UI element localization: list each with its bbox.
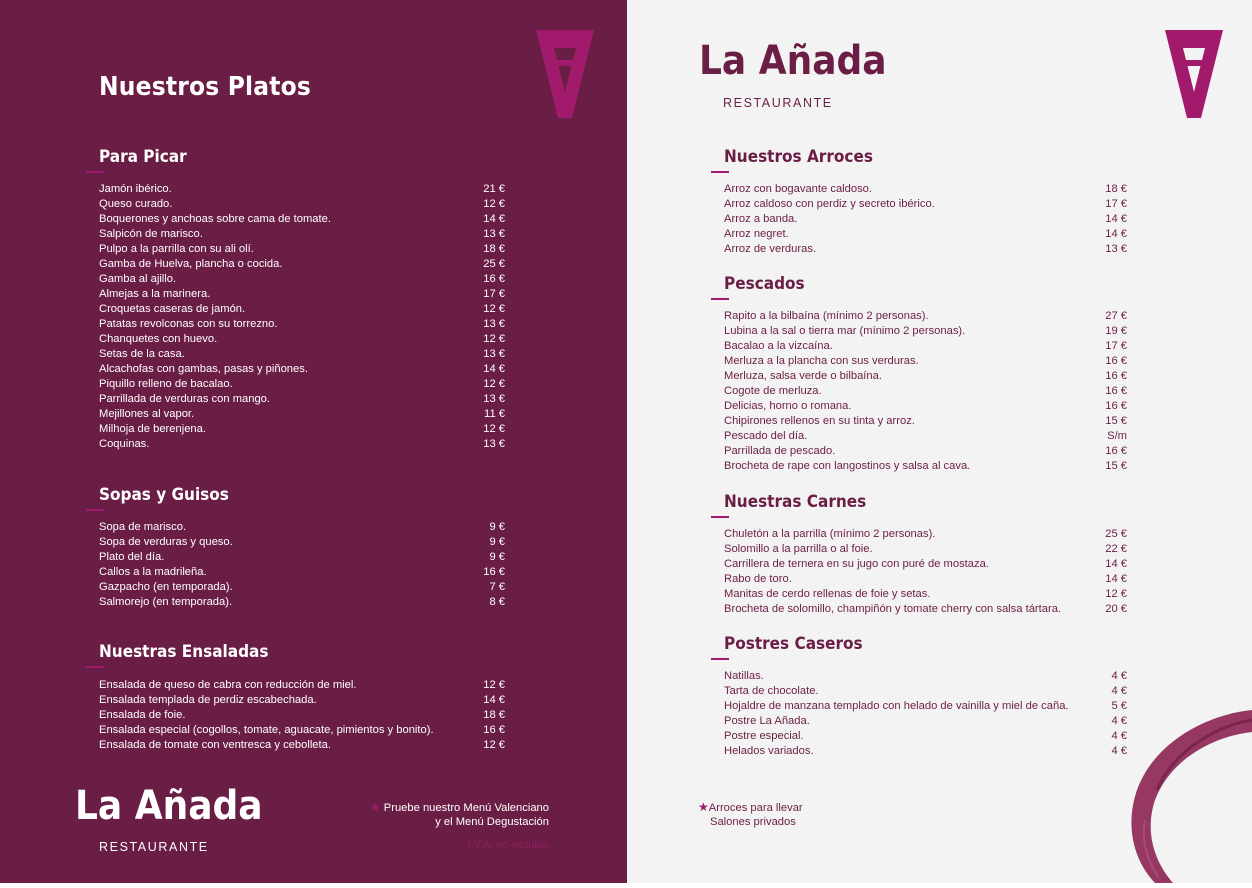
item-price: 13 €: [483, 348, 505, 360]
menu-item: [99, 535, 505, 550]
item-name: Ensalada templada de perdiz escabechada.: [99, 694, 317, 706]
item-price: 4 €: [1111, 685, 1127, 697]
item-name: Postre La Añada.: [724, 715, 810, 727]
menu-item: [724, 339, 1127, 354]
item-price: 13 €: [483, 318, 505, 330]
item-price: 9 €: [489, 521, 505, 533]
menu-item: [99, 520, 505, 535]
item-price: 12 €: [1105, 588, 1127, 600]
item-price: 20 €: [1105, 603, 1127, 615]
item-price: 19 €: [1105, 325, 1127, 337]
item-name: Brocheta de rape con langostinos y salsa al cava.: [724, 460, 971, 472]
item-price: 14 €: [483, 363, 505, 375]
section-title: Nuestras Ensaladas: [99, 642, 268, 662]
item-name: Mejillones al vapor.: [99, 408, 195, 420]
menu-item: [724, 227, 1127, 242]
item-price: 18 €: [483, 243, 505, 255]
item-name: Arroz a banda.: [724, 213, 798, 225]
item-price: 18 €: [483, 709, 505, 721]
section-list: [724, 182, 1127, 257]
item-price: 25 €: [1105, 528, 1127, 540]
menu-item: [99, 723, 505, 738]
menu-item: [99, 565, 505, 580]
item-name: Plato del día.: [99, 551, 165, 563]
menu-item: [99, 212, 505, 227]
menu-item: [99, 708, 505, 723]
item-price: 7 €: [489, 581, 505, 593]
section-list: [99, 520, 505, 610]
menu-item: [99, 550, 505, 565]
item-name: Arroz con bogavante caldoso.: [724, 183, 873, 195]
item-price: 4 €: [1111, 715, 1127, 727]
section-list: [724, 527, 1127, 617]
item-name: Ensalada especial (cogollos, tomate, aguacate, pimientos y bonito).: [99, 724, 434, 736]
menu-item: [99, 272, 505, 287]
item-price: 8 €: [489, 596, 505, 608]
item-name: Arroz caldoso con perdiz y secreto ibérico.: [724, 198, 935, 210]
item-price: 18 €: [1105, 183, 1127, 195]
item-price: 16 €: [1105, 355, 1127, 367]
menu-item: [724, 309, 1127, 324]
menu-item: [99, 197, 505, 212]
brand-name: La Añada: [75, 783, 263, 829]
section-title: Pescados: [724, 274, 805, 294]
item-name: Parrillada de verduras con mango.: [99, 393, 271, 405]
menu-item: [99, 317, 505, 332]
item-name: Callos a la madrileña.: [99, 566, 207, 578]
item-price: 17 €: [1105, 340, 1127, 352]
section-title: Nuestros Arroces: [724, 147, 873, 167]
item-price: 14 €: [1105, 558, 1127, 570]
item-name: Pescado del día.: [724, 430, 808, 442]
menu-item: [724, 414, 1127, 429]
item-price: 21 €: [483, 183, 505, 195]
item-name: Chuletón a la parrilla (mínimo 2 personas).: [724, 528, 936, 540]
item-name: Queso curado.: [99, 198, 173, 210]
item-name: Jamón ibérico.: [99, 183, 172, 195]
menu-item: [724, 602, 1127, 617]
menu-item: [99, 257, 505, 272]
item-price: 14 €: [483, 213, 505, 225]
item-name: Tarta de chocolate.: [724, 685, 819, 697]
item-price: 22 €: [1105, 543, 1127, 555]
menu-item: [724, 729, 1127, 744]
item-name: Gazpacho (en temporada).: [99, 581, 233, 593]
a-logo-icon: [536, 30, 594, 118]
item-name: Sopa de marisco.: [99, 521, 187, 533]
item-price: 17 €: [1105, 198, 1127, 210]
item-name: Boquerones y anchoas sobre cama de tomate.: [99, 213, 331, 225]
item-price: 27 €: [1105, 310, 1127, 322]
menu-item: [724, 182, 1127, 197]
menu-item: [724, 542, 1127, 557]
item-name: Natillas.: [724, 670, 764, 682]
section-list: [99, 678, 505, 753]
item-price: 13 €: [483, 393, 505, 405]
item-name: Helados variados.: [724, 745, 814, 757]
menu-item: [724, 557, 1127, 572]
item-name: Arroz negret.: [724, 228, 789, 240]
item-price: 4 €: [1111, 670, 1127, 682]
menu-item: [99, 332, 505, 347]
promo-note: ★ Pruebe nuestro Menú Valenciano y el Menú Degustación: [369, 800, 549, 828]
star-icon: ★: [698, 800, 709, 814]
item-price: 12 €: [483, 198, 505, 210]
wine-stain-icon: [1115, 700, 1252, 883]
item-price: 13 €: [1105, 243, 1127, 255]
item-name: Merluza, salsa verde o bilbaína.: [724, 370, 882, 382]
item-price: 14 €: [1105, 228, 1127, 240]
menu-item: [99, 347, 505, 362]
item-name: Lubina a la sal o tierra mar (mínimo 2 personas).: [724, 325, 966, 337]
item-name: Ensalada de queso de cabra con reducción de miel.: [99, 679, 357, 691]
section-title: Nuestras Carnes: [724, 492, 866, 512]
menu-item: [99, 242, 505, 257]
menu-item: [724, 429, 1127, 444]
item-price: 14 €: [1105, 573, 1127, 585]
section-title: Sopas y Guisos: [99, 485, 229, 505]
menu-item: [99, 287, 505, 302]
item-price: 15 €: [1105, 460, 1127, 472]
menu-item: [724, 399, 1127, 414]
iva-note: I.V.A. no incluido: [467, 839, 549, 851]
section-title: Postres Caseros: [724, 634, 863, 654]
item-name: Bacalao a la vizcaína.: [724, 340, 833, 352]
item-name: Parrillada de pescado.: [724, 445, 836, 457]
item-name: Manitas de cerdo rellenas de foie y setas.: [724, 588, 931, 600]
item-price: 13 €: [483, 228, 505, 240]
menu-item: [99, 392, 505, 407]
item-price: 4 €: [1111, 730, 1127, 742]
item-name: Coquinas.: [99, 438, 150, 450]
menu-item: [724, 369, 1127, 384]
menu-item: [99, 422, 505, 437]
brand-subtitle: RESTAURANTE: [723, 96, 833, 110]
item-price: 12 €: [483, 679, 505, 691]
menu-item: [99, 407, 505, 422]
item-name: Salpicón de marisco.: [99, 228, 203, 240]
menu-item: [724, 744, 1127, 759]
item-name: Pulpo a la parrilla con su ali olí.: [99, 243, 254, 255]
menu-item: [724, 587, 1127, 602]
menu-item: [724, 212, 1127, 227]
item-price: 16 €: [483, 273, 505, 285]
item-price: 12 €: [483, 739, 505, 751]
menu-item: [724, 324, 1127, 339]
menu-item: [99, 377, 505, 392]
menu-item: [724, 669, 1127, 684]
item-price: 14 €: [1105, 213, 1127, 225]
item-name: Chipirones rellenos en su tinta y arroz.: [724, 415, 915, 427]
services-note: ★Arroces para llevar Salones privados: [698, 800, 803, 828]
item-name: Salmorejo (en temporada).: [99, 596, 233, 608]
item-name: Croquetas caseras de jamón.: [99, 303, 246, 315]
menu-item: [724, 714, 1127, 729]
item-name: Ensalada de tomate con ventresca y cebolleta.: [99, 739, 331, 751]
menu-item: [724, 354, 1127, 369]
item-price: 16 €: [1105, 400, 1127, 412]
item-price: 12 €: [483, 333, 505, 345]
item-price: 5 €: [1111, 700, 1127, 712]
menu-item: [724, 459, 1127, 474]
menu-item: [99, 693, 505, 708]
menu-item: [724, 384, 1127, 399]
section-title: Para Picar: [99, 147, 187, 167]
item-name: Merluza a la plancha con sus verduras.: [724, 355, 919, 367]
menu-item: [99, 595, 505, 610]
item-price: 14 €: [483, 694, 505, 706]
menu-item: [99, 227, 505, 242]
item-price: 12 €: [483, 303, 505, 315]
item-price: 12 €: [483, 378, 505, 390]
item-name: Carrillera de ternera en su jugo con puré de mostaza.: [724, 558, 989, 570]
menu-item: [724, 197, 1127, 212]
menu-item: [724, 527, 1127, 542]
item-name: Sopa de verduras y queso.: [99, 536, 233, 548]
item-price: 25 €: [483, 258, 505, 270]
item-name: Cogote de merluza.: [724, 385, 822, 397]
item-price: 4 €: [1111, 745, 1127, 757]
section-list: [724, 309, 1127, 474]
item-name: Postre especial.: [724, 730, 804, 742]
item-name: Gamba de Huelva, plancha o cocida.: [99, 258, 283, 270]
menu-item: [724, 242, 1127, 257]
item-name: Ensalada de foie.: [99, 709, 186, 721]
star-icon: ★: [369, 800, 381, 814]
item-price: 13 €: [483, 438, 505, 450]
item-price: 16 €: [1105, 385, 1127, 397]
menu-item: [99, 302, 505, 317]
item-name: Rapito a la bilbaína (mínimo 2 personas).: [724, 310, 929, 322]
section-list: [724, 669, 1127, 759]
item-name: Piquillo relleno de bacalao.: [99, 378, 233, 390]
item-price: 16 €: [1105, 445, 1127, 457]
menu-item: [99, 678, 505, 693]
item-price: 9 €: [489, 551, 505, 563]
item-name: Arroz de verduras.: [724, 243, 817, 255]
item-name: Solomillo a la parrilla o al foie.: [724, 543, 873, 555]
menu-item: [99, 580, 505, 595]
section-list: [99, 182, 505, 452]
item-price: 17 €: [483, 288, 505, 300]
item-price: 12 €: [483, 423, 505, 435]
item-price: 9 €: [489, 536, 505, 548]
a-logo-icon: [1165, 30, 1223, 118]
item-name: Chanquetes con huevo.: [99, 333, 218, 345]
item-name: Rabo de toro.: [724, 573, 792, 585]
menu-item: [99, 182, 505, 197]
item-name: Milhoja de berenjena.: [99, 423, 206, 435]
menu-item: [99, 437, 505, 452]
item-price: 15 €: [1105, 415, 1127, 427]
item-name: Gamba al ajillo.: [99, 273, 177, 285]
item-price: 16 €: [1105, 370, 1127, 382]
brand-name: La Añada: [699, 38, 887, 84]
menu-item: [724, 699, 1127, 714]
item-price: S/m: [1107, 430, 1127, 442]
item-name: Hojaldre de manzana templado con helado de vainilla y miel de caña.: [724, 700, 1069, 712]
item-name: Brocheta de solomillo, champiñón y tomate cherry con salsa tártara.: [724, 603, 1062, 615]
item-name: Almejas a la marinera.: [99, 288, 211, 300]
menu-item: [724, 444, 1127, 459]
item-name: Patatas revolconas con su torrezno.: [99, 318, 278, 330]
brand-subtitle: RESTAURANTE: [99, 840, 209, 854]
page-title: Nuestros Platos: [99, 72, 312, 102]
item-price: 16 €: [483, 724, 505, 736]
menu-item: [724, 572, 1127, 587]
item-name: Delicias, horno o romana.: [724, 400, 852, 412]
menu-item: [99, 362, 505, 377]
item-price: 11 €: [484, 408, 505, 420]
menu-item: [99, 738, 505, 753]
item-name: Alcachofas con gambas, pasas y piñones.: [99, 363, 308, 375]
menu-item: [724, 684, 1127, 699]
item-price: 16 €: [483, 566, 505, 578]
left-page: [0, 0, 627, 883]
item-name: Setas de la casa.: [99, 348, 185, 360]
